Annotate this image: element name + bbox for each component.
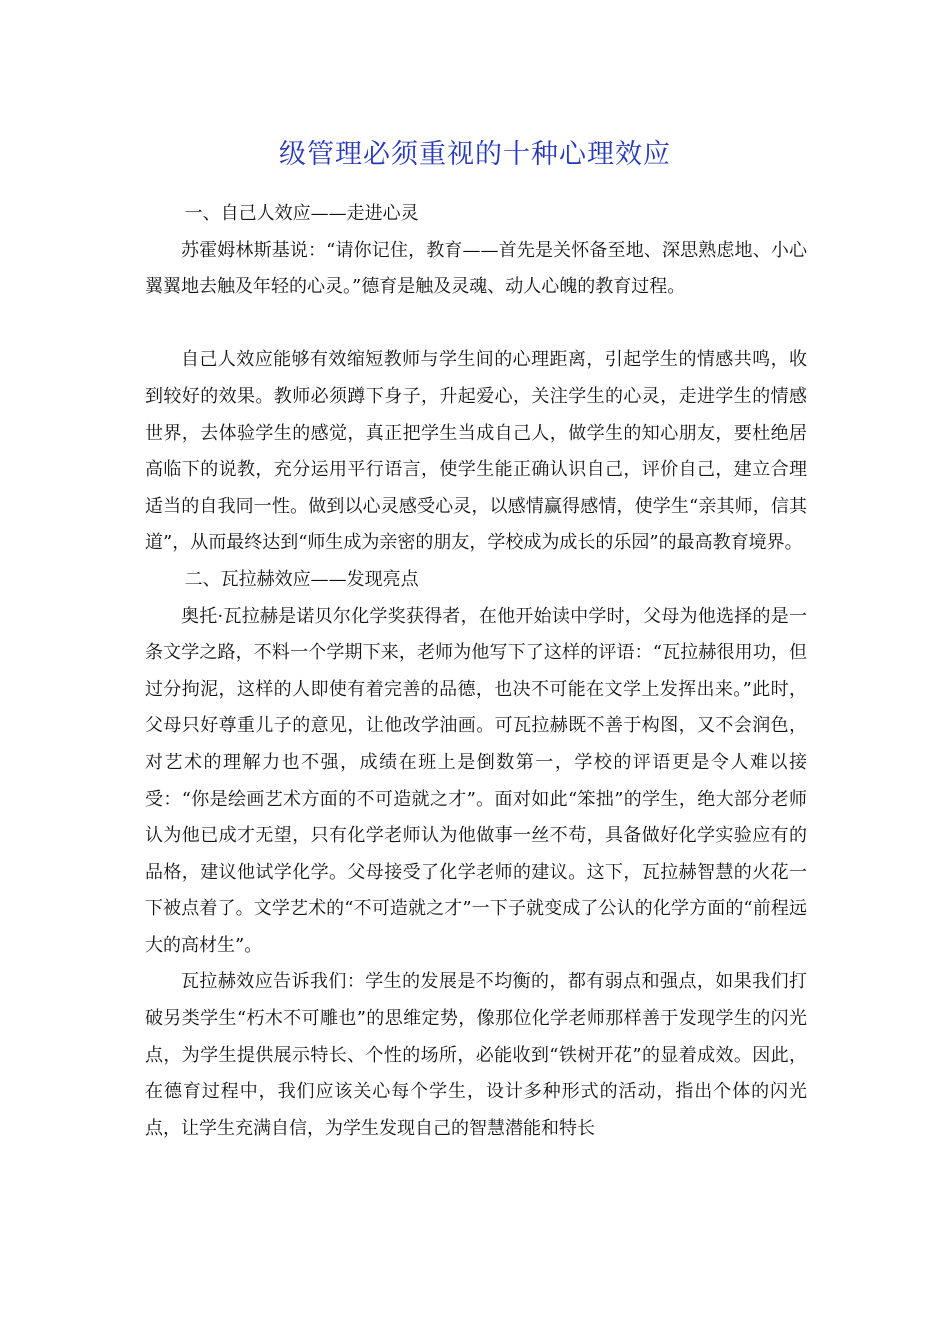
section-heading-1: 一、自己人效应——走进心灵 bbox=[184, 203, 419, 224]
blank-line bbox=[145, 306, 807, 343]
document-body bbox=[145, 196, 807, 1147]
paragraph-3: 奥托·瓦拉赫是诺贝尔化学奖获得者，在他开始读中学时，父母为他选择的是一条文学之路，不料一个学期下来，老师为他写下了这样的评语：“瓦拉赫很用功，但过分拘泥，这样的人即使有着完善的品德，也决不可能在文学上发挥出来。”此时，父母只好尊重儿子的意见，让他改学油画。可瓦拉赫既不善于构图，又不会润色，对艺术的理解力也不强，成绩在班上是倒数第一，学校的评语更是令人难以接受：“你是绘画艺术方面的不可造就之才”。面对如此“笨拙”的学生，绝大部分老师认为他已成才无望，只有化学老师认为他做事一丝不苟，具备做好化学实验应有的品格，建议他试学化学。父母接受了化学老师的建议。这下，瓦拉赫智慧的火花一下被点着了。文学艺术的“不可造就之才”一下子就变成了公认的化学方面的“前程远大的高材生”。 bbox=[145, 605, 807, 956]
paragraph-4: 瓦拉赫效应告诉我们：学生的发展是不均衡的，都有弱点和强点，如果我们打破另类学生“朽木不可雕也”的思维定势，像那位化学老师那样善于发现学生的闪光点，为学生提供展示特长、个性的场所，必能收到“铁树开花”的显着成效。因此，在德育过程中，我们应该关心每个学生，设计多种形式的活动，指出个体的闪光点，让学生充满自信，为学生发现自己的智慧潜能和特长 bbox=[145, 971, 807, 1139]
document-title: 级管理必须重视的十种心理效应 bbox=[279, 139, 671, 170]
section-heading-2: 二、瓦拉赫效应——发现亮点 bbox=[184, 568, 419, 590]
paragraph-1: 苏霍姆林斯基说：“请你记住，教育——首先是关怀备至地、深思熟虑地、小心翼翼地去触及年轻的心灵。”德育是触及灵魂、动人心魄的教育过程。 bbox=[145, 239, 807, 298]
paragraph-2: 自己人效应能够有效缩短教师与学生间的心理距离，引起学生的情感共鸣，收到较好的效果。教师必须蹲下身子，升起爱心，关注学生的心灵，走进学生的情感世界，去体验学生的感觉，真正把学生当成自己人，做学生的知心朋友，要杜绝居高临下的说教，充分运用平行语言，使学生能正确认识自己，评价自己，建立合理适当的自我同一性。做到以心灵感受心灵，以感情赢得感情，使学生“亲其师，信其道”，从而最终达到“师生成为亲密的朋友，学校成为成长的乐园”的最高教育境界。 bbox=[145, 349, 807, 554]
